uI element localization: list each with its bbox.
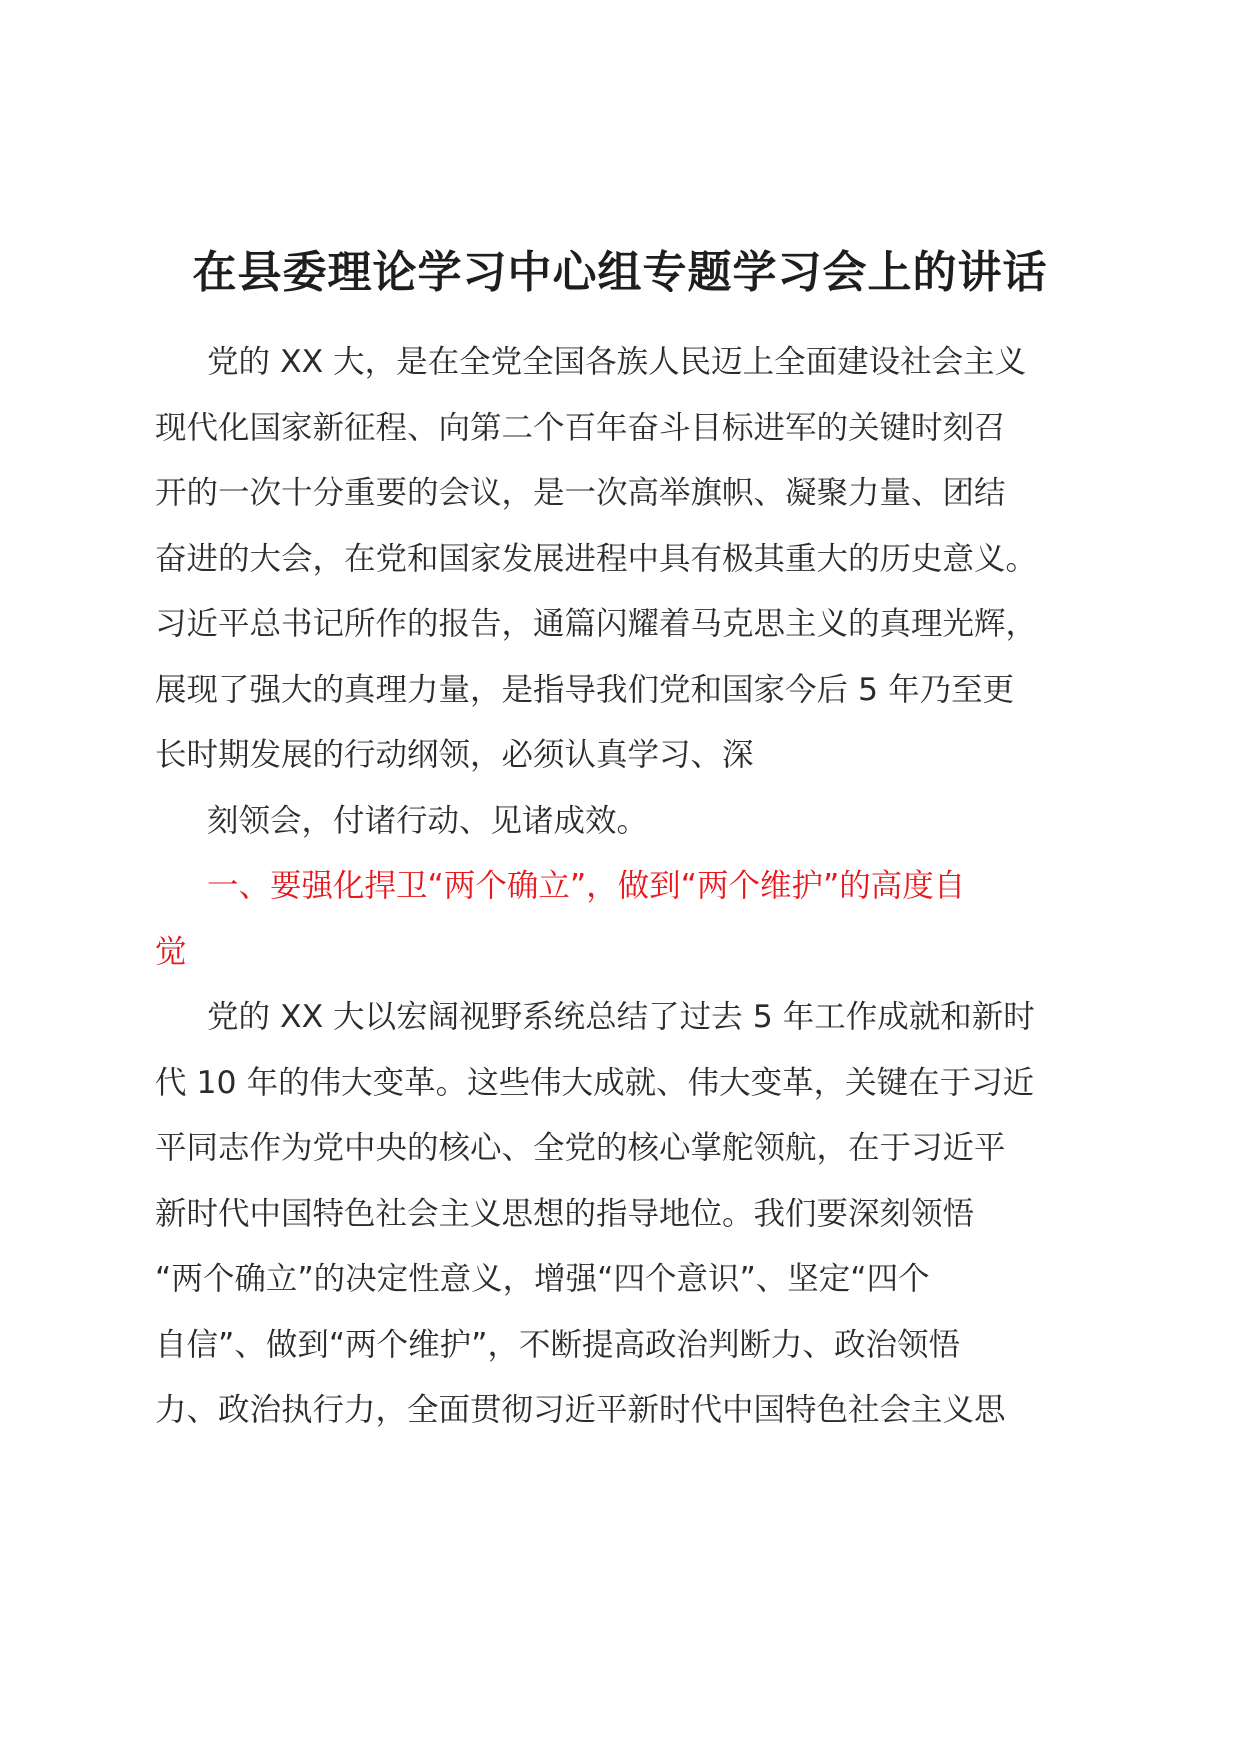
text-line: 力、政治执行力，全面贯彻习近平新时代中国特色社会主义思	[155, 1392, 1006, 1428]
text-line: 展现了强大的真理力量，是指导我们党和国家今后 5 年乃至更	[155, 671, 1015, 708]
document-title: 在县委理论学习中心组专题学习会上的讲话	[192, 247, 1048, 298]
document-body	[155, 330, 1085, 1444]
text-line: 奋进的大会，在党和国家发展进程中具有极其重大的历史意义。	[155, 540, 1038, 577]
text-line: 平同志作为党中央的核心、全党的核心掌舵领航，在于习近平	[155, 1130, 1006, 1166]
text-line: 党的 XX 大，是在全党全国各族人民迈上全面建设社会主义	[207, 344, 1027, 380]
text-line: 习近平总书记所作的报告，通篇闪耀着马克思主义的真理光辉，	[155, 606, 1038, 642]
text-line: 代 10 年的伟大变革。这些伟大成就、伟大变革，关键在于习近	[155, 1064, 1035, 1101]
text-line: 刻领会，付诸行动、见诸成效。	[207, 802, 649, 839]
text-line: 新时代中国特色社会主义思想的指导地位。我们要深刻领悟	[155, 1195, 975, 1232]
section-paragraph	[155, 985, 1085, 1444]
heading-line: 觉	[155, 933, 187, 970]
text-line: 开的一次十分重要的会议，是一次高举旗帜、凝聚力量、团结	[155, 475, 1006, 511]
text-line: 长时期发展的行动纲领，必须认真学习、深	[155, 737, 754, 773]
heading-line: 一、要强化捍卫“两个确立”，做到“两个维护”的高度自	[207, 868, 966, 904]
text-line: “两个确立”的决定性意义，增强“四个意识”、坚定“四个	[155, 1261, 930, 1297]
continuation-paragraph	[155, 789, 1085, 855]
section-heading	[155, 854, 1085, 985]
text-line: 现代化国家新征程、向第二个百年奋斗目标进军的关键时刻召	[155, 409, 1006, 446]
text-line: 党的 XX 大以宏阔视野系统总结了过去 5 年工作成就和新时	[207, 999, 1035, 1035]
intro-paragraph	[155, 330, 1085, 789]
text-line: 自信”、做到“两个维护”，不断提高政治判断力、政治领悟	[155, 1326, 960, 1363]
